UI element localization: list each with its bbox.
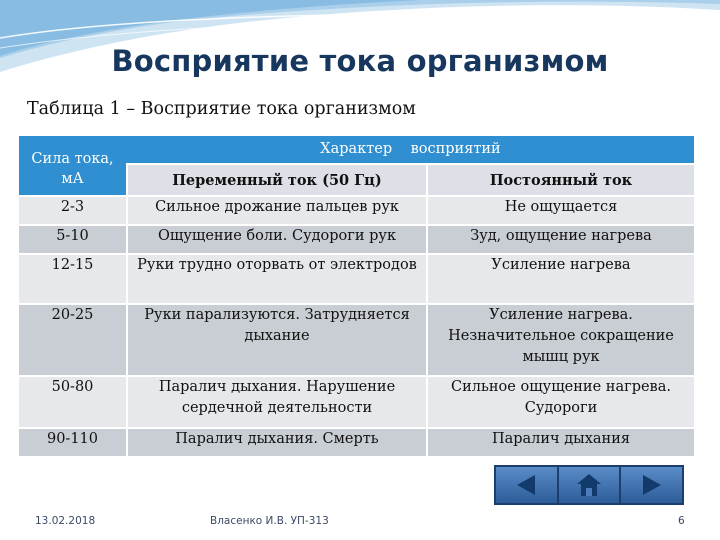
table-caption: Таблица 1 – Восприятие тока организмом xyxy=(27,99,416,119)
footer-author: Власенко И.В. УП-313 xyxy=(210,515,329,527)
cell-current: 20-25 xyxy=(19,304,127,376)
table-row xyxy=(19,428,694,456)
header-alternating-current: Переменный ток (50 Гц) xyxy=(127,164,427,196)
cell-current: 2-3 xyxy=(19,196,127,225)
next-slide-button[interactable] xyxy=(621,467,682,503)
footer-page-number: 6 xyxy=(678,515,685,527)
cell-current: 50-80 xyxy=(19,376,127,428)
current-perception-table xyxy=(19,136,694,456)
header-current-strength: Сила тока, мА xyxy=(19,136,127,196)
table-row xyxy=(19,304,694,376)
table-row xyxy=(19,376,694,428)
slide-title: Восприятие тока организмом xyxy=(111,44,609,78)
table-header-row xyxy=(19,136,694,164)
header-perception-part2: восприятий xyxy=(410,141,501,157)
table-row xyxy=(19,254,694,304)
cell-dc: Усиление нагрева. Незначительное сокращение мышц рук xyxy=(427,304,694,376)
cell-ac: Сильное дрожание пальцев рук xyxy=(127,196,427,225)
header-perception-character xyxy=(127,136,694,164)
table-row xyxy=(19,225,694,254)
cell-current: 12-15 xyxy=(19,254,127,304)
cell-dc: Паралич дыхания xyxy=(427,428,694,456)
footer-date: 13.02.2018 xyxy=(35,515,96,527)
header-perception-part1: Характер xyxy=(320,141,393,157)
cell-ac: Паралич дыхания. Смерть xyxy=(127,428,427,456)
triangle-left-icon xyxy=(513,473,539,497)
cell-current: 5-10 xyxy=(19,225,127,254)
cell-dc: Не ощущается xyxy=(427,196,694,225)
header-direct-current: Постоянный ток xyxy=(427,164,694,196)
cell-current: 90-110 xyxy=(19,428,127,456)
cell-dc: Усиление нагрева xyxy=(427,254,694,304)
cell-ac: Руки трудно оторвать от электродов xyxy=(127,254,427,304)
triangle-right-icon xyxy=(639,473,665,497)
cell-dc: Сильное ощущение нагрева. Судороги xyxy=(427,376,694,428)
home-button[interactable] xyxy=(559,467,622,503)
prev-slide-button[interactable] xyxy=(496,467,559,503)
cell-ac: Паралич дыхания. Нарушение сердечной деятельности xyxy=(127,376,427,428)
cell-ac: Руки парализуются. Затрудняется дыхание xyxy=(127,304,427,376)
home-icon xyxy=(575,472,603,498)
slide-navigation xyxy=(494,465,684,505)
cell-dc: Зуд, ощущение нагрева xyxy=(427,225,694,254)
table-row xyxy=(19,196,694,225)
cell-ac: Ощущение боли. Судороги рук xyxy=(127,225,427,254)
